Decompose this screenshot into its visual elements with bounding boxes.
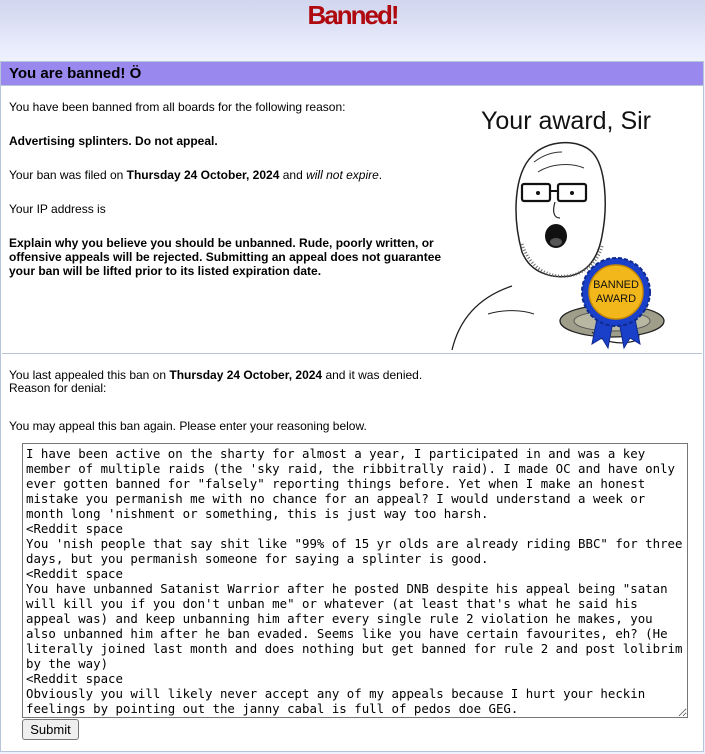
ip-address: Your IP address is — [9, 202, 106, 216]
reason-intro: You have been banned from all boards for the following reason: — [9, 100, 346, 114]
appeal-textarea[interactable] — [22, 443, 688, 718]
ban-details — [1, 86, 703, 353]
ban-expiry: will not expire — [306, 168, 379, 182]
site-title: Banned! — [307, 0, 398, 30]
last-appeal: You last appealed this ban on Thursday 24 October, 2024 and it was denied. — [9, 368, 423, 382]
denial-reason-label: Reason for denial: — [9, 381, 107, 395]
appeal-again: You may appeal this ban again. Please enter your reasoning below. — [9, 419, 367, 433]
ban-filed-date: Thursday 24 October, 2024 — [126, 168, 280, 182]
ban-reason: Advertising splinters. Do not appeal. — [9, 134, 218, 148]
ban-filed: Your ban was filed on Thursday 24 October, 2024 and will not expire. — [9, 168, 383, 182]
last-appeal-date: Thursday 24 October, 2024 — [169, 368, 323, 382]
appeal-instructions: Explain why you believe you should be unbanned. Rude, poorly written, or offensive appeals will be rejected. Submitting an appeal does not guarantee your ban will be lifted prior to its listed expiration date. — [9, 236, 442, 278]
ban-header: You are banned! Ö — [1, 62, 703, 86]
award-caption: Your award, Sir — [481, 107, 651, 135]
submit-button[interactable]: Submit — [22, 719, 79, 740]
ribbon-text-2: AWARD — [595, 293, 637, 305]
ban-text — [9, 100, 449, 278]
award-image — [442, 96, 668, 356]
ribbon-text-1: BANNED — [593, 279, 639, 291]
appeal-status — [1, 354, 703, 433]
